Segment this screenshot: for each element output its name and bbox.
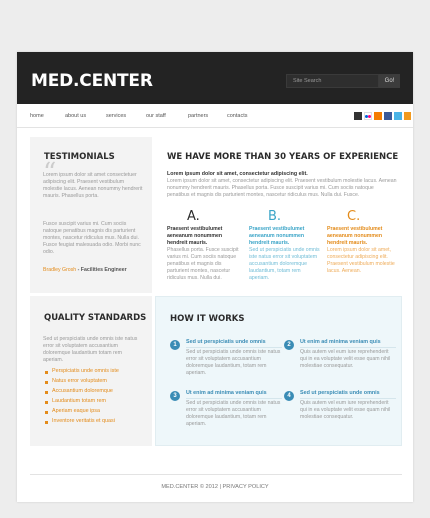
testimonial-author-line: [43, 267, 127, 273]
quality-link-1[interactable]: Perspiciatis unde omnis iste: [52, 368, 119, 374]
column-c-letter: C.: [347, 209, 361, 224]
search-go-button[interactable]: Go!: [379, 74, 400, 88]
nav-services[interactable]: services: [106, 113, 127, 119]
header: [17, 52, 413, 104]
nav-partners[interactable]: partners: [188, 113, 209, 119]
column-a-body: Phasellus porta. Fusce suscipit varius mi. Cum sociis natoque penatibus et magnis dis parturient montes, nascetur ridiculus mus. Nulla dui.: [167, 247, 239, 281]
bullet-icon: [45, 371, 48, 374]
column-a-letter: A.: [187, 209, 200, 224]
step-title: Ut enim ad minima veniam quis: [186, 390, 267, 396]
experience-lead: Lorem ipsum dolor sit amet, consectetur adipiscing elit.: [167, 171, 308, 177]
column-b-body: Sed ut perspiciatis unde omnis iste natus error sit voluptatem accusantium doloremque laudantium, totam rem aperiam.: [249, 247, 320, 281]
twitter-icon[interactable]: [394, 112, 402, 120]
testimonials-panel: [30, 137, 152, 293]
experience-section: [155, 137, 402, 293]
testimonial-text: Lorem ipsum dolor sit amet consectetuer adipiscing elit. Praesent vestibulum molestie lacus. Aenean nonummy hendrerit mauris. Phasellus porta.: [43, 172, 143, 199]
bullet-icon: [45, 381, 48, 384]
footer-divider: [30, 474, 402, 475]
column-a-heading: Praesent vestibulumet aeneanum nonummen hendreit mauris.: [167, 226, 223, 246]
step-number: 1: [170, 340, 180, 350]
step-number: 2: [284, 340, 294, 350]
step-title: Sed ut perspiciatis unde omnis: [186, 339, 266, 345]
experience-intro: Lorem ipsum dolor sit amet, consectetur adipiscing elit. Praesent vestibulum molestie lacus. Aenean nonummy hendrerit mauris. Phasellus porta. Fusce suscipit varius mi. Cum sociis natoque penatibus et magnis dis parturient montes, nascetur ridiculus mus. Nulla dui. Fusce.: [167, 178, 397, 198]
quality-link-4[interactable]: Laudantium totam rem: [52, 398, 106, 404]
quality-link-3[interactable]: Accusantium doloremque: [52, 388, 113, 394]
step-title: Ut enim ad minima veniam quis: [300, 339, 381, 345]
quality-link-2[interactable]: Natus error voluptatem: [52, 378, 107, 384]
how-it-works-title: HOW IT WORKS: [170, 314, 245, 324]
step-number: 3: [170, 391, 180, 401]
column-c-body: Lorem ipsum dolor sit amet, consectetur adipiscing elit. Praesent vestibulum molestie lacus. Aenean.: [327, 247, 395, 274]
testimonial-role: - Facilities Engineer: [77, 267, 127, 273]
step-body: Sed ut perspiciatis unde omnis iste natus error sit voluptatem accusantium doloremque laudantium, totam rem aperiam.: [186, 400, 281, 427]
bullet-icon: [45, 411, 48, 414]
quality-title: QUALITY STANDARDS: [44, 313, 147, 323]
plus-icon[interactable]: [354, 112, 362, 120]
quality-link-6[interactable]: Inventore veritatis et quasi: [52, 418, 115, 424]
quote-icon: “: [43, 158, 57, 188]
testimonial-author[interactable]: Bradley Grosh: [43, 267, 77, 273]
step-body: Quis autem vel eum iure reprehenderit qui in ea voluptate velit esse quam nihil molestiae consequatur.: [300, 349, 391, 369]
divider: [300, 398, 396, 399]
search-input[interactable]: Site Search: [286, 74, 379, 88]
quality-intro: Sed ut perspiciatis unde omnis iste natus error sit voluptatem accusantium doloremque laudantium totam rem aperiam.: [43, 336, 138, 363]
column-b-letter: B.: [268, 209, 282, 224]
column-b-heading: Praesent vestibulumet aeneanum nonummen hendreit mauris.: [249, 226, 305, 246]
flickr-icon[interactable]: [364, 112, 372, 120]
rss-icon[interactable]: [404, 112, 411, 120]
step-title: Sed ut perspiciatis unde omnis: [300, 390, 380, 396]
logo[interactable]: MED.CENTER: [31, 71, 153, 91]
divider: [186, 347, 282, 348]
how-it-works-panel: [155, 296, 402, 446]
page-container: [17, 52, 413, 502]
nav-home[interactable]: home: [30, 113, 44, 119]
bullet-icon: [45, 401, 48, 404]
quality-link-5[interactable]: Aperiam eaque ipsa: [52, 408, 100, 414]
footer: MED.CENTER © 2012 | PRIVACY POLICY: [161, 484, 269, 490]
nav-about-us[interactable]: about us: [65, 113, 87, 119]
nav-our-staff[interactable]: our staff: [146, 113, 166, 119]
bullet-icon: [45, 391, 48, 394]
bullet-icon: [45, 421, 48, 424]
testimonials-title: TESTIMONIALS: [44, 152, 115, 162]
divider: [300, 347, 396, 348]
testimonial-text-2: Fusce suscipit varius mi. Cum sociis natoque penatibus magnis dis parturient montes, nascetur ridiculus mus. Nulla dui. Fusce feugiat malesuada odio. Morbi nunc odio.: [43, 221, 141, 255]
main-nav: [17, 104, 413, 128]
blogger-icon[interactable]: [374, 112, 382, 120]
experience-title: WE HAVE MORE THAN 30 YEARS OF EXPERIENCE: [167, 152, 399, 162]
step-body: Quis autem vel eum iure reprehenderit qui in ea voluptate velit esse quam nihil molestiae consequatur.: [300, 400, 391, 420]
step-number: 4: [284, 391, 294, 401]
quality-panel: [30, 296, 152, 446]
step-body: Sed ut perspiciatis unde omnis iste natus error sit voluptatem accusantium doloremque laudantium, totam rem aperiam.: [186, 349, 281, 376]
column-c-heading: Praesent vestibulumet aeneanum nonummen hendreit mauris.: [327, 226, 383, 246]
nav-contacts[interactable]: contacts: [227, 113, 248, 119]
facebook-icon[interactable]: [384, 112, 392, 120]
divider: [186, 398, 282, 399]
